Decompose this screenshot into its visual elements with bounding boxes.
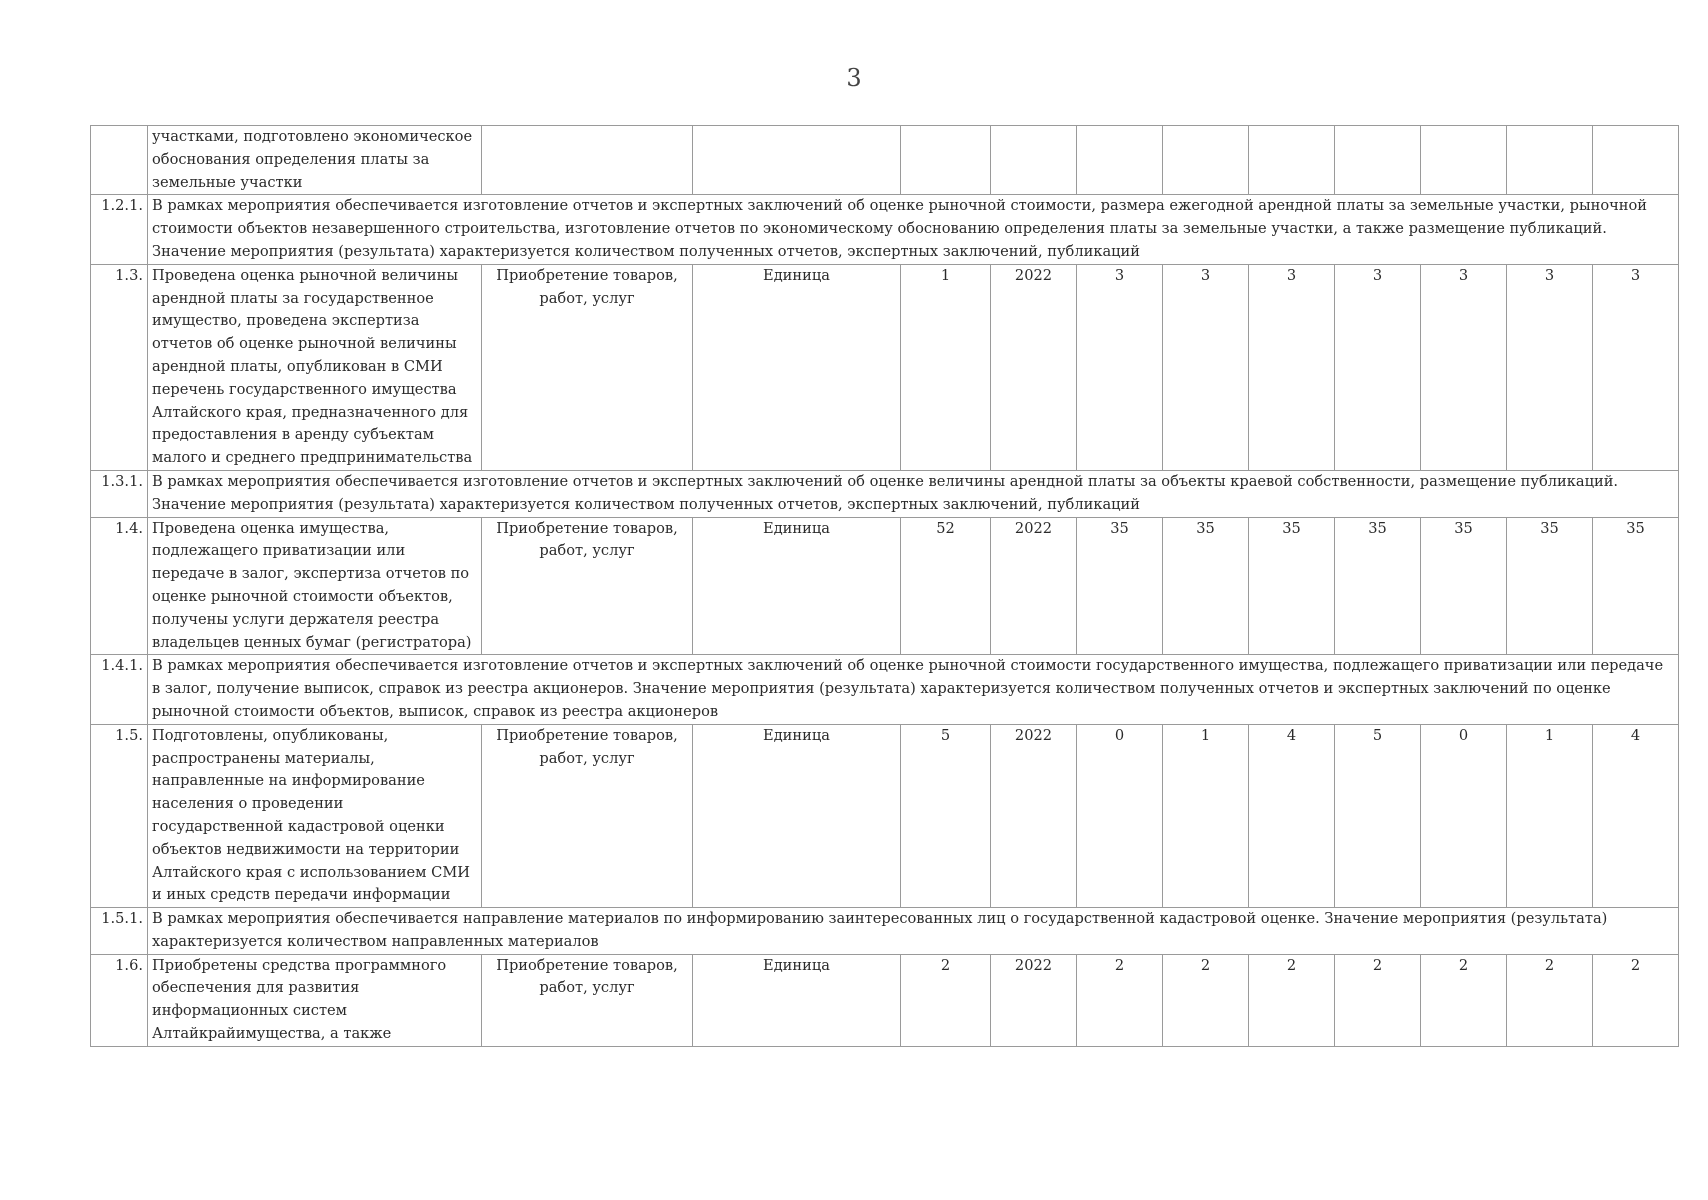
year-value	[1077, 126, 1163, 195]
note-text: В рамках мероприятия обеспечивается изготовление отчетов и экспертных заключений об оценке рыночной стоимости государственного имущества, подлежащего приватизации или передаче в залог, получение выписок, справок из реестра акционеров. Значение мероприятия (результата) характеризуется количеством полученных отчетов и экспертных заключений по оценке рыночной стоимости объектов, выписок, справок из реестра акционеров	[148, 655, 1679, 724]
year-value: 35	[1507, 517, 1593, 655]
note-row	[91, 655, 1679, 724]
year-value: 3	[1421, 264, 1507, 470]
table-row	[91, 954, 1679, 1046]
table-row	[91, 126, 1679, 195]
year-value: 3	[1163, 264, 1249, 470]
base-year	[991, 126, 1077, 195]
result-name: участками, подготовлено экономическое обоснования определения платы за земельные участки	[148, 126, 482, 195]
table-row	[91, 724, 1679, 907]
result-type: Приобретение товаров, работ, услуг	[482, 724, 693, 907]
year-value	[1163, 126, 1249, 195]
year-value: 0	[1421, 724, 1507, 907]
year-value: 35	[1335, 517, 1421, 655]
note-row	[91, 470, 1679, 517]
note-text: В рамках мероприятия обеспечивается изготовление отчетов и экспертных заключений об оценке рыночной стоимости, размера ежегодной арендной платы за земельные участки, рыночной стоимости объектов незавершенного строительства, изготовление отчетов по экономическому обоснованию определения платы за земельные участки, а также размещение публикаций. Значение мероприятия (результата) характеризуется количеством полученных отчетов, экспертных заключений, публикаций	[148, 195, 1679, 264]
year-value: 2	[1593, 954, 1679, 1046]
year-value: 1	[1163, 724, 1249, 907]
year-value: 5	[1335, 724, 1421, 907]
page-number: 3	[846, 64, 862, 92]
row-number: 1.4.	[91, 517, 148, 655]
year-value: 3	[1249, 264, 1335, 470]
year-value: 35	[1249, 517, 1335, 655]
unit	[693, 126, 901, 195]
unit: Единица	[693, 517, 901, 655]
year-value: 0	[1077, 724, 1163, 907]
year-value: 35	[1421, 517, 1507, 655]
base-year: 2022	[991, 264, 1077, 470]
note-text: В рамках мероприятия обеспечивается изготовление отчетов и экспертных заключений об оценке величины арендной платы за объекты краевой собственности, размещение публикаций. Значение мероприятия (результата) характеризуется количеством полученных отчетов, экспертных заключений, публикаций	[148, 470, 1679, 517]
year-value: 3	[1593, 264, 1679, 470]
note-row	[91, 908, 1679, 955]
base-value: 52	[901, 517, 991, 655]
year-value	[1421, 126, 1507, 195]
base-value: 1	[901, 264, 991, 470]
year-value: 35	[1077, 517, 1163, 655]
year-value: 35	[1163, 517, 1249, 655]
row-number	[91, 126, 148, 195]
base-value: 2	[901, 954, 991, 1046]
row-number: 1.2.1.	[91, 195, 148, 264]
year-value	[1249, 126, 1335, 195]
result-name: Подготовлены, опубликованы, распространены материалы, направленные на информирование населения о проведении государственной кадастровой оценки объектов недвижимости на территории Алтайского края с использованием СМИ и иных средств передачи информации	[148, 724, 482, 907]
result-type: Приобретение товаров, работ, услуг	[482, 517, 693, 655]
year-value: 2	[1249, 954, 1335, 1046]
year-value: 2	[1421, 954, 1507, 1046]
result-type: Приобретение товаров, работ, услуг	[482, 264, 693, 470]
year-value: 2	[1163, 954, 1249, 1046]
unit: Единица	[693, 954, 901, 1046]
row-number: 1.5.1.	[91, 908, 148, 955]
year-value: 1	[1507, 724, 1593, 907]
year-value: 2	[1077, 954, 1163, 1046]
base-value	[901, 126, 991, 195]
indicators-table	[90, 125, 1679, 1047]
base-year: 2022	[991, 517, 1077, 655]
year-value	[1593, 126, 1679, 195]
year-value: 35	[1593, 517, 1679, 655]
row-number: 1.3.1.	[91, 470, 148, 517]
table-row	[91, 517, 1679, 655]
unit: Единица	[693, 264, 901, 470]
note-row	[91, 195, 1679, 264]
year-value	[1335, 126, 1421, 195]
year-value: 4	[1593, 724, 1679, 907]
year-value: 2	[1507, 954, 1593, 1046]
unit: Единица	[693, 724, 901, 907]
table-row	[91, 264, 1679, 470]
result-name: Проведена оценка имущества, подлежащего приватизации или передаче в залог, экспертиза отчетов по оценке рыночной стоимости объектов, получены услуги держателя реестра владельцев ценных бумаг (регистратора)	[148, 517, 482, 655]
year-value: 3	[1507, 264, 1593, 470]
note-text: В рамках мероприятия обеспечивается направление материалов по информированию заинтересованных лиц о государственной кадастровой оценке. Значение мероприятия (результата) характеризуется количеством направленных материалов	[148, 908, 1679, 955]
year-value: 4	[1249, 724, 1335, 907]
base-year: 2022	[991, 724, 1077, 907]
base-value: 5	[901, 724, 991, 907]
year-value: 2	[1335, 954, 1421, 1046]
row-number: 1.3.	[91, 264, 148, 470]
row-number: 1.5.	[91, 724, 148, 907]
result-type	[482, 126, 693, 195]
year-value: 3	[1077, 264, 1163, 470]
result-name: Приобретены средства программного обеспечения для развития информационных систем Алтайкрайимущества, а также	[148, 954, 482, 1046]
row-number: 1.4.1.	[91, 655, 148, 724]
year-value	[1507, 126, 1593, 195]
base-year: 2022	[991, 954, 1077, 1046]
result-type: Приобретение товаров, работ, услуг	[482, 954, 693, 1046]
year-value: 3	[1335, 264, 1421, 470]
result-name: Проведена оценка рыночной величины арендной платы за государственное имущество, проведена экспертиза отчетов об оценке рыночной величины арендной платы, опубликован в СМИ перечень государственного имущества Алтайского края, предназначенного для предоставления в аренду субъектам малого и среднего предпринимательства	[148, 264, 482, 470]
row-number: 1.6.	[91, 954, 148, 1046]
